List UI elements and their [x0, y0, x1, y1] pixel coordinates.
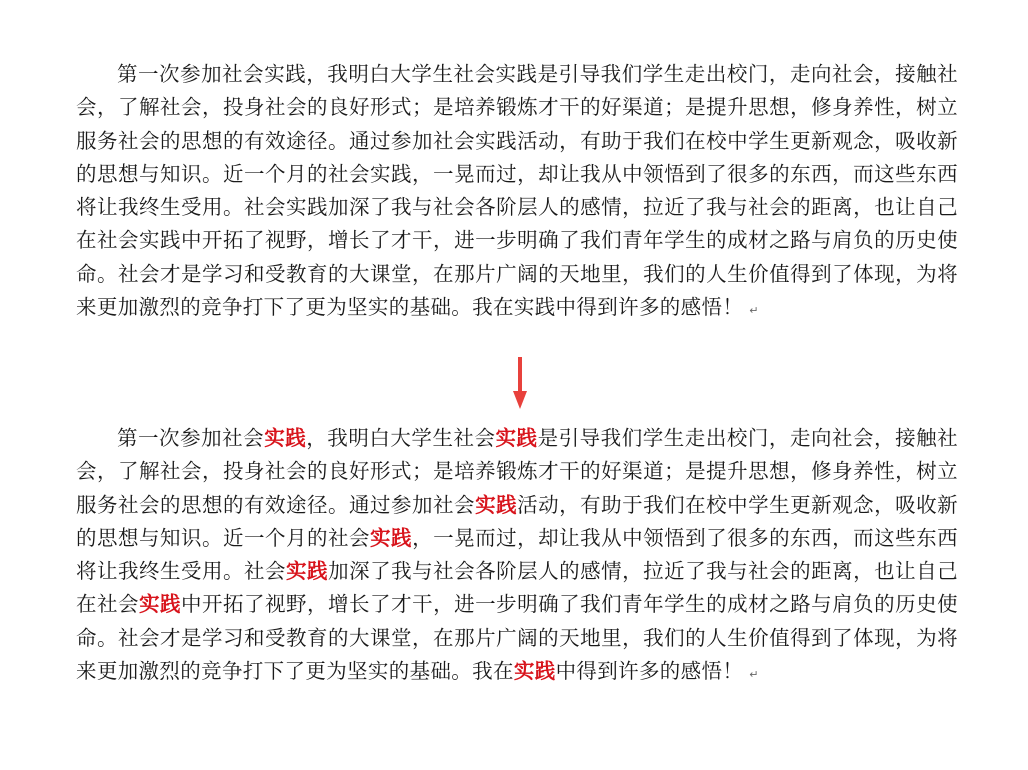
paragraph-mark-icon: ↵	[749, 304, 759, 318]
paragraph-highlighted	[76, 422, 958, 691]
paragraph-original	[76, 58, 958, 327]
highlighted-term: 实践	[286, 559, 329, 584]
paragraph-mark-icon: ↵	[749, 668, 759, 682]
highlighted-term: 实践	[495, 426, 538, 450]
paragraph-original-text: 第一次参加社会实践，我明白大学生社会实践是引导我们学生走出校门，走向社会，接触社会，了解社会，投身社会的良好形式；是培养锻炼才干的好渠道；是提升思想，修身养性，树立服务社会的思想的有效途径。通过参加社会实践活动，有助于我们在校中学生更新观念，吸收新的思想与知识。近一个月的社会实践，一晃而过，却让我从中领悟到了很多的东西，而这些东西将让我终生受用。社会实践加深了我与社会各阶层人的感情，拉近了我与社会的距离，也让自己在社会实践中开拓了视野，增长了才干，进一步明确了我们青年学生的成材之路与肩负的历史使命。社会才是学习和受教育的大课堂，在那片广阔的天地里，我们的人生价值得到了体现，为将来更加激烈的竞争打下了更为坚实的基础。我在实践中得到许多的感悟！	[76, 62, 958, 320]
highlighted-term: 实践	[513, 659, 556, 684]
highlighted-term: 实践	[139, 592, 182, 617]
arrow-down-icon	[513, 357, 527, 409]
paragraph-highlighted-text: 第一次参加社会实践，我明白大学生社会实践是引导我们学生走出校门，走向社会，接触社会，了解社会，投身社会的良好形式；是培养锻炼才干的好渠道；是提升思想，修身养性，树立服务社会的思想的有效途径。通过参加社会实践活动，有助于我们在校中学生更新观念，吸收新的思想与知识。近一个月的社会实践，一晃而过，却让我从中领悟到了很多的东西，而这些东西将让我终生受用。社会实践加深了我与社会各阶层人的感情，拉近了我与社会的距离，也让自己在社会实践中开拓了视野，增长了才干，进一步明确了我们青年学生的成材之路与肩负的历史使命。社会才是学习和受教育的大课堂，在那片广阔的天地里，我们的人生价值得到了体现，为将来更加激烈的竞争打下了更为坚实的基础。我在实践中得到许多的感悟！	[76, 426, 959, 684]
highlighted-term: 实践	[264, 426, 307, 450]
highlighted-term: 实践	[370, 525, 413, 550]
highlighted-term: 实践	[475, 492, 518, 517]
